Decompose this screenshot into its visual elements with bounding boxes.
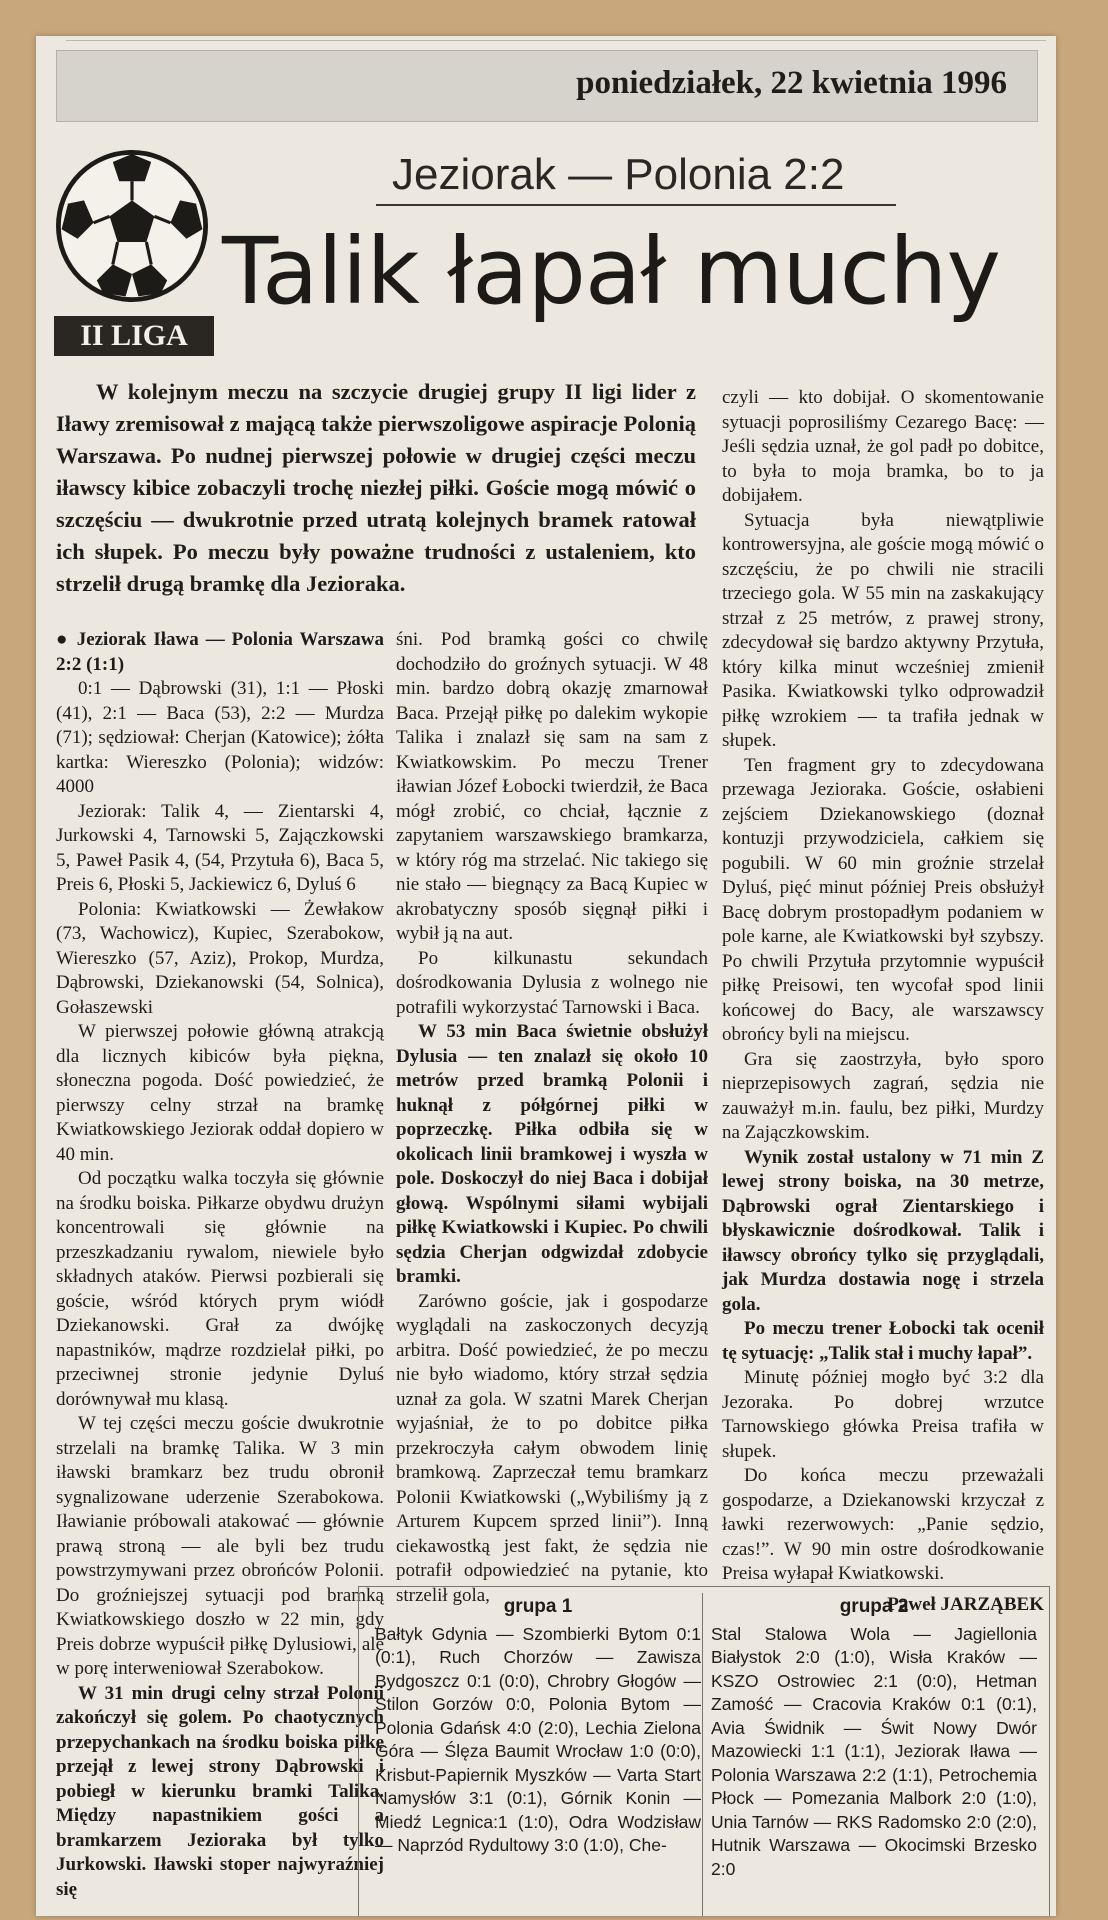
top-rule (66, 40, 1046, 47)
section-label: II LIGA (54, 316, 214, 356)
paragraph: W 31 min drugi celny strzał Polonii zakończył się golem. Po chaotycznych przepychankach na środku boiska piłkę przejął z lewej strony Dąbrowski i pobiegł w kierunku bramki Talika. Między napastnikiem gości a bramkarzem Jezioraka był tylko Jurkowski. Iławski stoper najwyraźniej się (56, 1682, 384, 1900)
paragraph: czyli — kto dobijał. O skomentowanie sytuacji poprosiliśmy Cezarego Bacę: — Jeśli sędzia uznał, że gol padł po dobitce, to była to moja bramka, bo to ja dobijałem. (722, 387, 1044, 506)
lineup-jeziorak: Jeziorak: Talik 4, — Zientarski 4, Jurkowski 4, Tarnowski 5, Zajączkowski 5, Paweł Pasik 4, (54, Przytuła 6), Baca 5, Preis 6, Płoski 5, Jackiewicz 6, Dyluś 6 (56, 800, 384, 895)
paragraph: Wynik został ustalony w 71 min Z lewej strony boiska, na 30 metrze, Dąbrowski ograł Zientarskiego i błyskawicznie dośrodkował. Talik i iławscy obrońcy tylko się przyglądali, jak Murdza dostawia nogę i strzela gola. (722, 1146, 1044, 1315)
paragraph: Gra się zaostrzyła, było sporo nieprzepisowych zagrań, sędzia nie zauważył m.in. faulu, bez piłki, Murdzy na Zajączkowskim. (722, 1048, 1044, 1143)
author-byline: Paweł JARZĄBEK (887, 1593, 1044, 1615)
group-1-title: grupa 1 (503, 1596, 573, 1617)
paragraph: Zarówno goście, jak i gospodarze wyglądali na zaskoczonych decyzją arbitra. Dość powiedzieć, że po meczu nie było wiadomo, który strzał sędzia uznał za gola. W szatni Marek Cherjan wyjaśniał, że to po dobitce piłka przekroczyła całym obwodem linię bramkową. Zaprzeczał temu bramkarz Polonii Kwiatkowski („Wybiliśmy ją z Arturem Kupcem sprzed linii”). Inną ciekawostką jest fakt, że sędzia nie potrafił odpowiedzieć na pytanie, kto strzelił gola, (396, 1290, 708, 1606)
paragraph: śni. Pod bramką gości co chwilę dochodziło do groźnych sytuacji. W 48 min. bardzo dobrą okazję zmarnował Baca. Przejął piłkę po dalekim wykopie Talika i znalazł się sam na sam z Kwiatkowskim. Po meczu Trener iławian Józef Łobocki twierdził, że Baca mógł zrobić, co chciał, łącznie z zapytaniem warszawskiego bramkarza, w który róg ma strzelać. Nic takiego się nie stało — biegnący za Bacą Kupiec w akrobatyczny sposób sięgnął piłki i wybił ją na aut. (396, 629, 708, 944)
publication-date: poniedziałek, 22 kwietnia 1996 (576, 65, 1007, 101)
paragraph: W 53 min Baca świetnie obsłużył Dylusia — ten znalazł się około 10 metrów przed bramką Polonii i huknął z półgórnej piłki w poprzeczkę. Piłka odbiła się w okolicach linii bramkowej i wyszła w pole. Doskoczył do niej Baca i dobijał głową. Wspólnymi siłami wybijali piłkę Kwiatkowski i Kupiec. Po chwili sędzia Cherjan odgwizdał zdobycie bramki. (396, 1021, 708, 1287)
headline: Talik łapał muchy (222, 218, 1000, 325)
paragraph: Po meczu trener Łobocki tak ocenił tę sytuację: „Talik stał i muchy łapał”. (722, 1318, 1044, 1364)
paragraph: Po kilkunastu sekundach dośrodkowania Dylusia z wolnego nie potrafili wykorzystać Tarnowski i Baca. (396, 947, 708, 1018)
paragraph: Ten fragment gry to zdecydowana przewaga Jezioraka. Goście, osłabieni zejściem Dziekanowskiego (doznał kontuzji przywodziciela, całkiem się pogubili. W 60 min groźnie strzelał Dyluś, pięć minut później Preis obsłużył Bacę dobrym prostopadłym podaniem w pole karne, ale Kwiatkowski był szybszy. Po chwili Przytuła przytomnie wypuścił piłkę Preisowi, ten wycofał spod linii końcowej do Bacy, ale warszawscy obrońcy byli na miejscu. (722, 754, 1044, 1045)
group-2-results: Stal Stalowa Wola — Jagiellonia Białystok 2:0 (1:0), Wisła Kraków — KSZO Ostrowiec 2:1 (0:0), Hetman Zamość — Cracovia Kraków 0:1 (0:1), Avia Świdnik — Świt Nowy Dwór Mazowiecki 1:1 (1:1), Jeziorak Iława — Polonia Warszawa 2:2 (1:1), Petrochemia Płock — Pomezania Malbork 2:0 (1:0), Unia Tarnów — RKS Radomsko 2:0 (2:0), Hutnik Warszawa — Okocimski Brzesko 2:0 (711, 1623, 1037, 1879)
match-title-rule (376, 204, 896, 206)
results-group-2 (711, 1595, 1037, 1881)
date-bar (56, 50, 1038, 122)
paragraph: W tej części meczu goście dwukrotnie strzelali na bramkę Talika. W 3 min iławski bramkarz bez trudu obronił sygnalizowane uderzenie Szerabokowa. Iławianie próbowali atakować — głównie prawą stroną — ale byli bez trudu powstrzymywani przez obrońców Polonii. Do groźniejszej sytuacji pod bramką Kwiatkowskiego doszło w 22 min, gdy Preis dobrze wypuścił piłkę Dylusiowi, ale w porę interweniował Szerabokow. (56, 1413, 384, 1679)
paragraph: Do końca meczu przeważali gospodarze, a Dziekanowski krzyczał z ławki rezerwowych: „Panie sędzio, czas!”. W 90 min ostre dośrodkowanie Preisa wyłapał Kwiatkowski. (722, 1465, 1044, 1584)
column-1 (56, 628, 384, 1902)
group-2-title: grupa 2 (839, 1596, 909, 1617)
newspaper-clipping (36, 36, 1056, 1916)
goals-info: 0:1 — Dąbrowski (31), 1:1 — Płoski (41), 2:1 — Baca (53), 2:2 — Murdza (71); sędziował: Cherjan (Katowice); żółta kartka: Wiereszko (Polonia); widzów: 4000 (56, 678, 384, 797)
results-group-1 (375, 1595, 701, 1858)
group-1-results: Bałtyk Gdynia — Szombierki Bytom 0:1 (0:1), Ruch Chorzów — Zawisza Bydgoszcz 0:1 (0:0), Chrobry Głogów — Stilon Gorzów 0:0, Polonia Bytom — Polonia Gdańsk 4:0 (2:0), Lechia Zielona Góra — Ślęza Baumit Wrocław 1:0 (0:0), Krisbut-Papiernik Myszków — Varta Start Namysłów 3:1 (0:1), Górnik Konin — Miedź Legnica:1 (1:0), Odra Wodzisław — Naprzód Rydultowy 3:0 (1:0), Che- (375, 1623, 701, 1855)
football-icon (52, 146, 212, 306)
lineup-polonia: Polonia: Kwiatkowski — Żewłakow (73, Wachowicz), Kupiec, Szerabokow, Wiereszko (57, Aziz), Prokop, Murdza, Dąbrowski, Dziekanowski (54, Solnica), Gołaszewski (56, 898, 384, 1018)
column-3 (722, 386, 1044, 1617)
paragraph: Sytuacja była niewątpliwie kontrowersyjna, ale goście mogą mówić o szczęściu, że po chwili nie stracili trzeciego gola. W 55 min na zaskakujący strzał z 25 metrów, z prawej strony, zdecydował się bardzo aktywny Przytuła, który kilka minut wcześniej zmienił Pasika. Kwiatkowski tylko odprowadził piłkę wzrokiem — ta trafiła jednak w słupek. (722, 509, 1044, 751)
results-divider (702, 1593, 703, 1916)
paragraph: Minutę później mogło być 3:2 dla Jezoraka. Po dobrej wrzutce Tarnowskiego główka Preisa trafiła w słupek. (722, 1367, 1044, 1462)
lead-paragraph: W kolejnym meczu na szczycie drugiej grupy II ligi lider z Iławy zremisował z mającą także pierwszoligowe aspiracje Polonią Warszawa. Po nudnej pierwszej połowie w drugiej części meczu iławscy kibice zobaczyli trochę niezłej piłki. Goście mogą mówić o szczęściu — dwukrotnie przed utratą kolejnych bramek ratował ich słupek. Po meczu były poważne trudności z ustaleniem, kto strzelił drugą bramkę dla Jezioraka. (56, 379, 696, 596)
column-2 (396, 628, 708, 1608)
paragraph: W pierwszej połowie główną atrakcją dla licznych kibiców była piękna, słoneczna pogoda. Dość powiedzieć, że pierwszy celny strzał na bramkę Kwiatkowskiego Jeziorak oddał dopiero w 40 min. (56, 1021, 384, 1165)
paragraph: Od początku walka toczyła się głównie na środku boiska. Piłkarze obydwu drużyn koncentrowali się głównie na przeszkadzaniu rywalom, niewiele było składnych ataków. Pierwsi pozbierali się goście, wśród których prym wiódł Dziekanowski. Grał za dwójkę napastników, mądrze rozdzielał piłki, po przeciwnej stronie jedynie Dyluś dorównywał mu klasą. (56, 1168, 384, 1410)
stats-header: ● Jeziorak Iława — Polonia Warszawa 2:2 (1:1) (56, 629, 384, 675)
match-title: Jeziorak — Polonia 2:2 (392, 150, 845, 199)
results-box (358, 1586, 1050, 1916)
